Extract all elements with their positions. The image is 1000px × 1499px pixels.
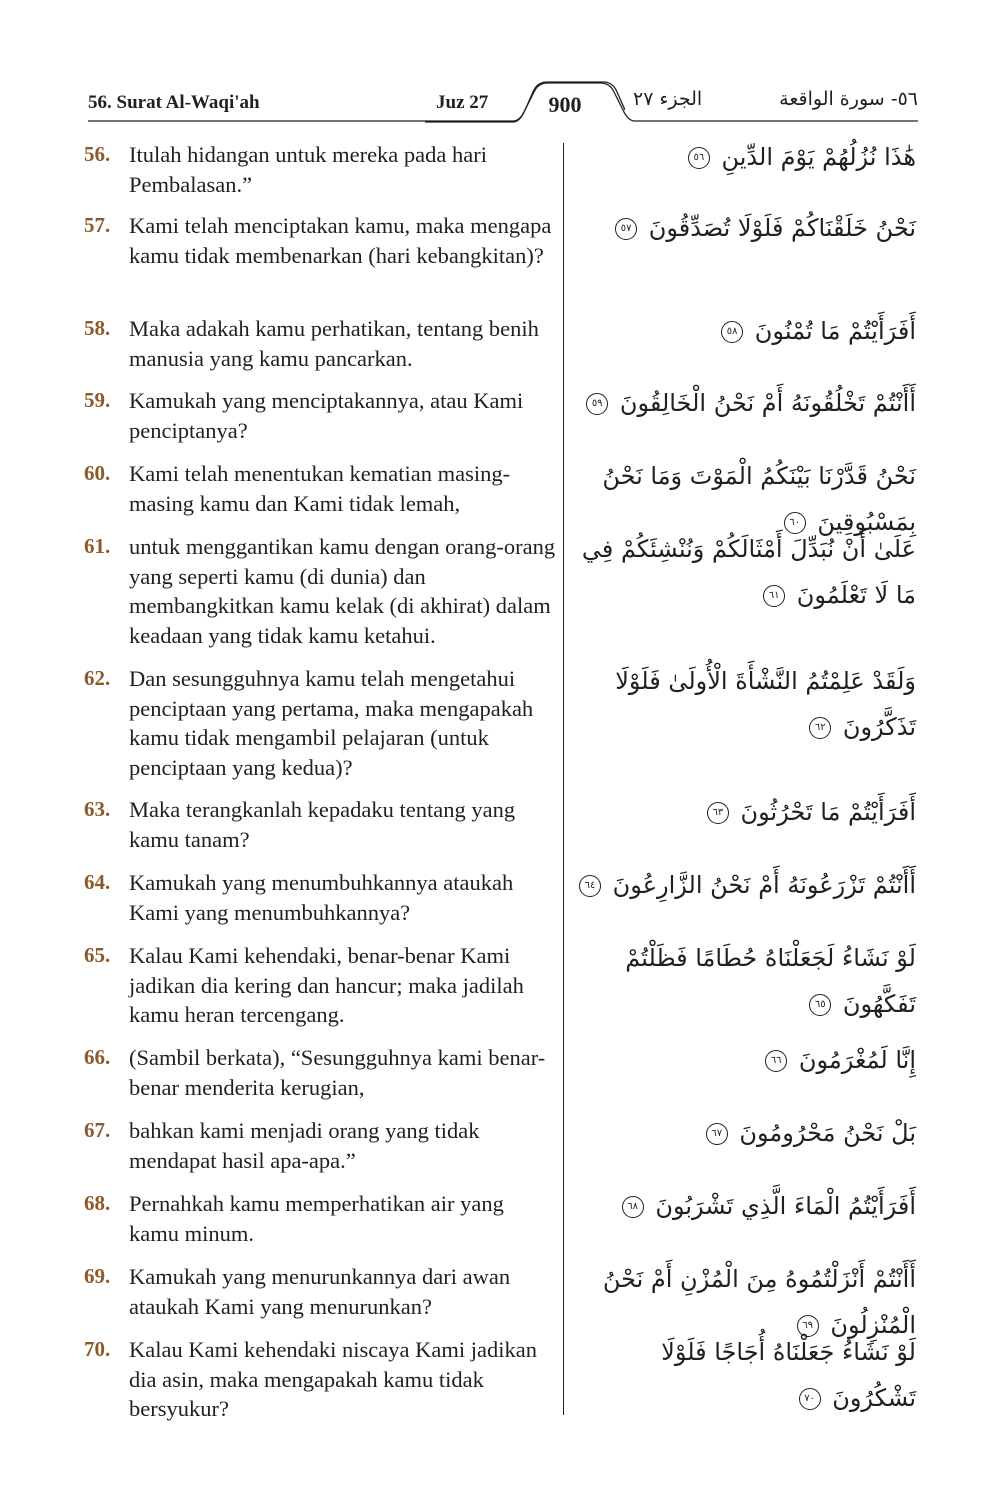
verse-translation: untuk menggantikan kamu dengan orang-orang yang seperti kamu (di dunia) dan membangkitkan kamu kelak (di akhirat) dalam keadaan yang tidak kamu ketahui. — [129, 534, 556, 648]
verse-number: 70. — [84, 1337, 111, 1361]
ayah-end-marker-icon: ٦٥ — [809, 994, 831, 1016]
ayah-end-marker-icon: ٥٧ — [615, 218, 637, 240]
ayah-end-marker-icon: ٦٢ — [809, 717, 831, 739]
ayah-end-marker-icon: ٥٦ — [688, 147, 710, 169]
verse-number: 56. — [84, 142, 111, 166]
verse-translation: Kamukah yang menurunkannya dari awan ataukah Kami yang menurunkan? — [129, 1264, 511, 1319]
verse-translation: Maka terangkanlah kepadaku tentang yang kamu tanam? — [129, 797, 516, 852]
verse-arabic — [578, 308, 916, 354]
ayah-end-marker-icon: ٦٩ — [797, 1315, 819, 1337]
verse-arabic — [578, 205, 916, 251]
ayah-end-marker-icon: ٦١ — [763, 585, 785, 607]
verse-translation: Kalau Kami kehendaki, benar-benar Kami jadikan dia kering dan hancur; maka jadilah kamu heran tercengang. — [129, 943, 524, 1027]
ayah-end-marker-icon: ٦٣ — [707, 802, 729, 824]
verse-translation: Dan sesungguhnya kamu telah mengetahui penciptaan yang pertama, maka mengapakah kamu tidak mengambil pelajaran (untuk penciptaan yang kedua)? — [129, 666, 534, 780]
ayah-end-marker-icon: ٥٩ — [586, 393, 608, 415]
arabic-text: نَحْنُ خَلَقْنَاكُمْ فَلَوْلَا تُصَدِّقُونَ — [641, 214, 916, 242]
verse-translation: Kamukah yang menumbuhkannya ataukah Kami yang menumbuhkannya? — [129, 870, 514, 925]
arabic-text: إِنَّا لَمُغْرَمُونَ — [791, 1046, 916, 1074]
verse-arabic — [578, 789, 916, 835]
surah-title-latin: 56. Surat Al-Waqi'ah — [88, 92, 260, 113]
verse-arabic — [578, 935, 916, 1027]
verse-number: 60. — [84, 461, 111, 485]
verse-translation: bahkan kami menjadi orang yang tidak mendapat hasil apa-apa.” — [129, 1118, 480, 1173]
arabic-text: لَوْ نَشَاءُ لَجَعَلْنَاهُ حُطَامًا فَظَلْتُمْ تَفَكَّهُونَ — [625, 944, 916, 1018]
verse-number: 67. — [84, 1118, 111, 1142]
verse-number: 69. — [84, 1264, 111, 1288]
verse-translation: Maka adakah kamu perhatikan, tentang benih manusia yang kamu pancarkan. — [129, 316, 539, 371]
verse-number: 61. — [84, 534, 111, 558]
ayah-end-marker-icon: ٦٠ — [784, 512, 806, 534]
page-number: 900 — [548, 92, 582, 117]
ayah-end-marker-icon: ٦٧ — [706, 1123, 728, 1145]
juz-label-arabic: الجزء ٢٧ — [633, 88, 703, 110]
arabic-text: لَوْ نَشَاءُ جَعَلْنَاهُ أُجَاجًا فَلَوْلَا تَشْكُرُونَ — [661, 1338, 916, 1412]
verse-number: 64. — [84, 870, 111, 894]
ayah-end-marker-icon: ٦٦ — [765, 1050, 787, 1072]
arabic-text: أَفَرَأَيْتُمْ مَا تُمْنُونَ — [747, 317, 916, 345]
verse-arabic — [578, 134, 916, 180]
surah-title-arabic: ٥٦- سورة الواقعة — [779, 88, 918, 110]
column-divider — [563, 143, 564, 1415]
verse-arabic — [578, 380, 916, 426]
verse-number: 65. — [84, 943, 111, 967]
verse-translation: Kamukah yang menciptakannya, atau Kami penciptanya? — [129, 388, 524, 443]
arabic-text: أَفَرَأَيْتُمُ الْمَاءَ الَّذِي تَشْرَبُونَ — [647, 1192, 916, 1220]
arabic-text: عَلَىٰ أَنْ نُبَدِّلَ أَمْثَالَكُمْ وَنُنْشِئَكُمْ فِي مَا لَا تَعْلَمُونَ — [581, 535, 916, 609]
verse-number: 59. — [84, 388, 111, 412]
verse-translation: Itulah hidangan untuk mereka pada hari Pembalasan.” — [129, 142, 487, 197]
verse-arabic — [578, 1183, 916, 1229]
arabic-text: هَٰذَا نُزُلُهُمْ يَوْمَ الدِّينِ — [713, 143, 916, 171]
ayah-end-marker-icon: ٧٠ — [799, 1388, 821, 1410]
verse-arabic — [578, 658, 916, 750]
verse-translation: Kami telah menentukan kematian masing-masing kamu dan Kami tidak lemah, — [129, 461, 511, 516]
verse-number: 63. — [84, 797, 111, 821]
verse-arabic — [578, 1037, 916, 1083]
header-rule — [88, 80, 918, 125]
juz-label-latin: Juz 27 — [436, 92, 489, 113]
arabic-text: أَأَنْتُمْ تَخْلُقُونَهُ أَمْ نَحْنُ الْخَالِقُونَ — [612, 389, 916, 417]
verse-translation: Kami telah menciptakan kamu, maka mengapa kamu tidak membenarkan (hari kebangkitan)? — [129, 213, 552, 268]
verse-arabic — [578, 1329, 916, 1421]
verse-translation: Pernahkah kamu memperhatikan air yang kamu minum. — [129, 1191, 504, 1246]
verse-translation: (Sambil berkata), “Sesungguhnya kami benar-benar menderita kerugian, — [129, 1045, 546, 1100]
arabic-text: أَأَنْتُمْ تَزْرَعُونَهُ أَمْ نَحْنُ الزَّارِعُونَ — [605, 871, 916, 899]
arabic-text: وَلَقَدْ عَلِمْتُمُ النَّشْأَةَ الْأُولَىٰ فَلَوْلَا تَذَكَّرُونَ — [615, 667, 916, 741]
ayah-end-marker-icon: ٦٤ — [579, 875, 601, 897]
ayah-end-marker-icon: ٥٨ — [721, 321, 743, 343]
verse-arabic — [578, 862, 916, 908]
verse-number: 66. — [84, 1045, 111, 1069]
arabic-text: بَلْ نَحْنُ مَحْرُومُونَ — [731, 1119, 916, 1147]
verse-number: 68. — [84, 1191, 111, 1215]
arabic-text: أَأَنْتُمْ أَنْزَلْتُمُوهُ مِنَ الْمُزْنِ أَمْ نَحْنُ الْمُنْزِلُونَ — [602, 1265, 916, 1339]
ayah-end-marker-icon: ٦٨ — [622, 1196, 644, 1218]
verse-number: 57. — [84, 213, 111, 237]
verse-arabic — [578, 1110, 916, 1156]
arabic-text: نَحْنُ قَدَّرْنَا بَيْنَكُمُ الْمَوْتَ وَمَا نَحْنُ بِمَسْبُوقِينَ — [602, 462, 916, 536]
verse-arabic — [578, 526, 916, 618]
arabic-text: أَفَرَأَيْتُمْ مَا تَحْرُثُونَ — [732, 798, 916, 826]
verse-translation: Kalau Kami kehendaki niscaya Kami jadikan dia asin, maka mengapakah kamu tidak bersyukur? — [129, 1337, 537, 1421]
verse-number: 62. — [84, 666, 111, 690]
verse-number: 58. — [84, 316, 111, 340]
